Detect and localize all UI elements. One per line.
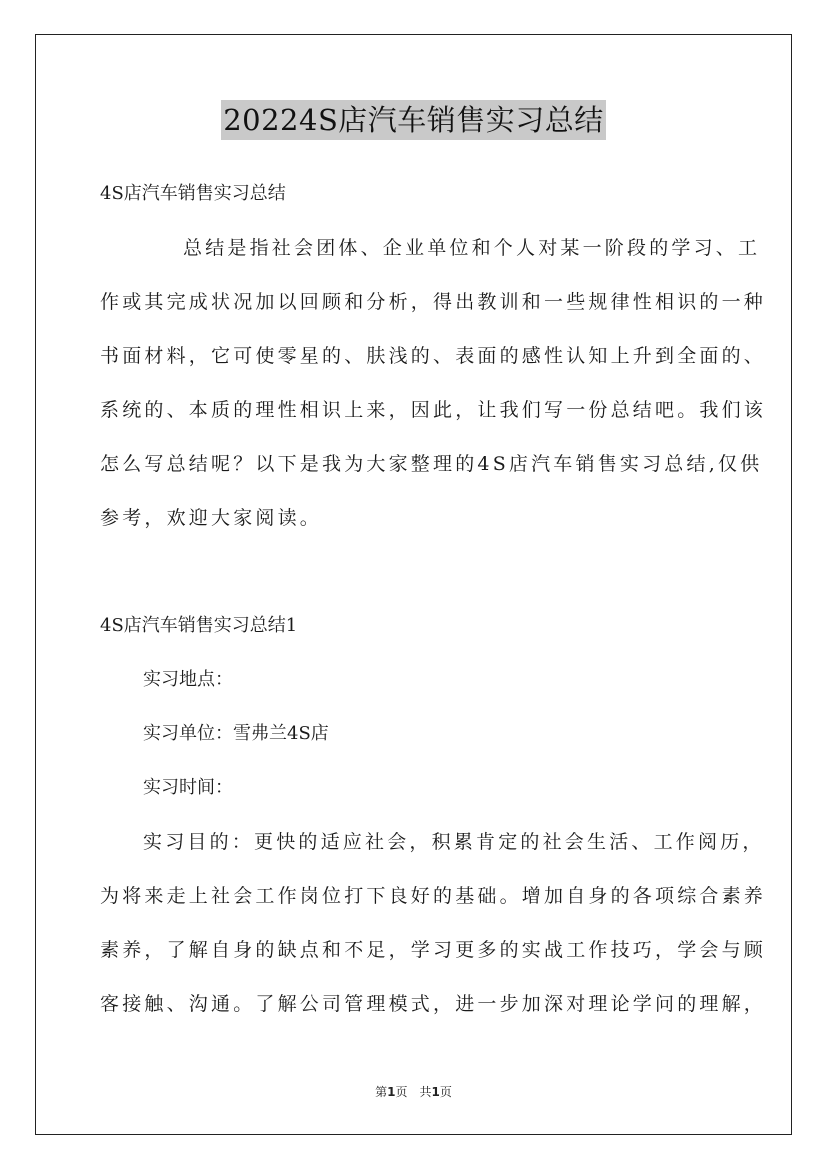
- purpose-line: 为将来走上社会工作岗位打下良好的基础。增加自身的各项综合素养: [100, 885, 767, 907]
- field-unit: 实习单位：雪弗兰4S店: [143, 723, 329, 744]
- footer-page-number: 1: [387, 1085, 396, 1099]
- footer-total-pages: 1: [431, 1085, 440, 1099]
- page-footer: [0, 1083, 827, 1100]
- field-location: 实习地点：: [143, 669, 233, 690]
- section-heading: 4S店汽车销售实习总结1: [100, 615, 298, 636]
- intro-line: 总结是指社会团体、企业单位和个人对某一阶段的学习、工: [183, 237, 761, 259]
- footer-page-mid: 页 共: [395, 1085, 432, 1099]
- purpose-line: 客接触、沟通。了解公司管理模式，进一步加深对理论学问的理解，: [100, 993, 767, 1015]
- intro-line: 作或其完成状况加以回顾和分析，得出教训和一些规律性相识的一种: [100, 291, 767, 313]
- purpose-line: 素养，了解自身的缺点和不足，学习更多的实战工作技巧，学会与顾: [100, 939, 767, 961]
- footer-page-suffix: 页: [439, 1085, 452, 1099]
- field-time: 实习时间：: [143, 777, 233, 798]
- document-title: 20224S店汽车销售实习总结: [221, 100, 606, 140]
- intro-line: 怎么写总结呢？以下是我为大家整理的4S店汽车销售实习总结,仅供: [100, 453, 763, 475]
- footer-page-prefix: 第: [375, 1085, 388, 1099]
- purpose-line: 实习目的：更快的适应社会，积累肯定的社会生活、工作阅历，: [143, 831, 765, 853]
- intro-line: 参考，欢迎大家阅读。: [100, 507, 323, 529]
- intro-line: 系统的、本质的理性相识上来，因此，让我们写一份总结吧。我们该: [100, 399, 767, 421]
- intro-line: 书面材料，它可使零星的、肤浅的、表面的感性认知上升到全面的、: [100, 345, 767, 367]
- document-subtitle: 4S店汽车销售实习总结: [100, 183, 286, 204]
- title-container: [0, 100, 827, 140]
